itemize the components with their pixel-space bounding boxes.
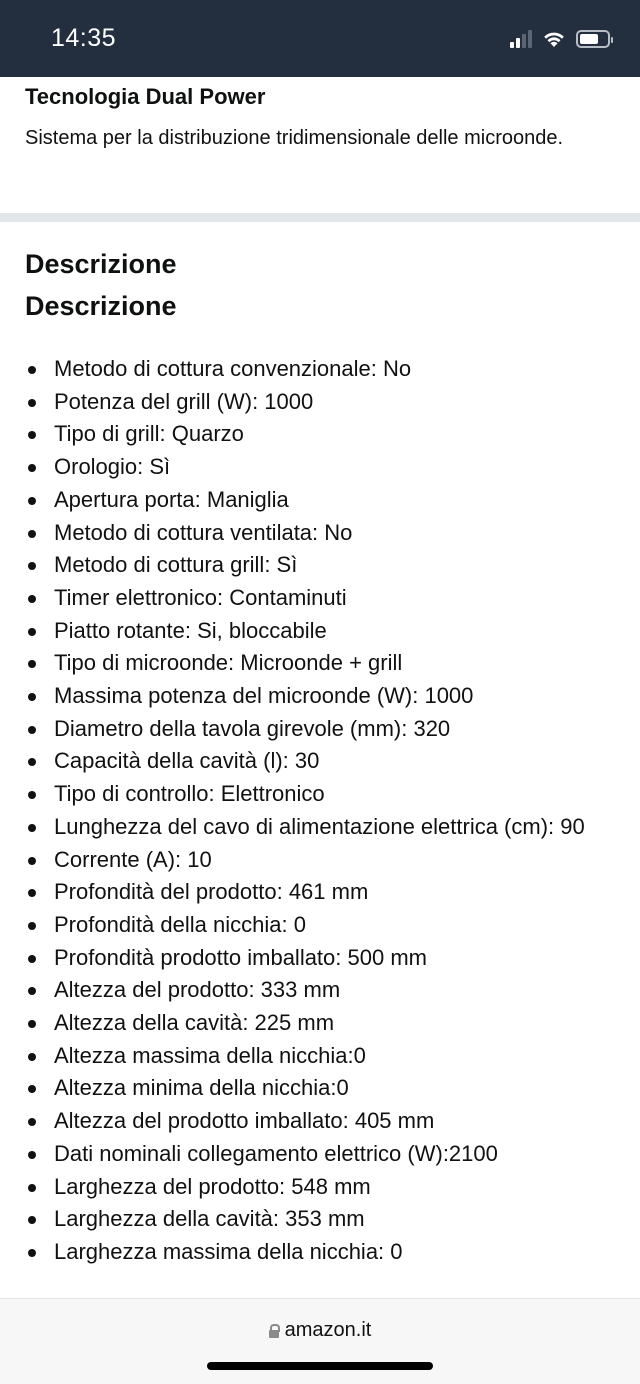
list-item: Altezza del prodotto: 333 mm xyxy=(25,974,625,1007)
list-item: Larghezza massima della nicchia: 0 xyxy=(25,1236,625,1269)
list-item: Orologio: Sì xyxy=(25,451,625,484)
list-item: Profondità prodotto imballato: 500 mm xyxy=(25,942,625,975)
list-item: Potenza del grill (W): 1000 xyxy=(25,386,625,419)
list-item: Diametro della tavola girevole (mm): 320 xyxy=(25,713,625,746)
status-icons xyxy=(510,30,610,48)
list-item: Profondità del prodotto: 461 mm xyxy=(25,876,625,909)
browser-address-bar xyxy=(0,1298,640,1384)
list-item: Altezza massima della nicchia:0 xyxy=(25,1040,625,1073)
home-indicator[interactable] xyxy=(207,1362,433,1370)
list-item: Tipo di microonde: Microonde + grill xyxy=(25,647,625,680)
list-item: Altezza minima della nicchia:0 xyxy=(25,1072,625,1105)
section-divider xyxy=(0,213,640,222)
feature-title: Tecnologia Dual Power xyxy=(25,84,266,109)
list-item: Dati nominali collegamento elettrico (W):2100 xyxy=(25,1138,625,1171)
list-item: Tipo di grill: Quarzo xyxy=(25,418,625,451)
list-item: Apertura porta: Maniglia xyxy=(25,484,625,517)
lock-icon xyxy=(269,1324,279,1338)
list-item: Capacità della cavità (l): 30 xyxy=(25,745,625,778)
list-item: Altezza del prodotto imballato: 405 mm xyxy=(25,1105,625,1138)
list-item: Massima potenza del microonde (W): 1000 xyxy=(25,680,625,713)
list-item: Piatto rotante: Si, bloccabile xyxy=(25,615,625,648)
list-item: Larghezza del prodotto: 548 mm xyxy=(25,1171,625,1204)
url-field[interactable] xyxy=(0,1319,640,1342)
list-item: Timer elettronico: Contaminuti xyxy=(25,582,625,615)
battery-icon xyxy=(576,30,610,48)
list-item: Lunghezza del cavo di alimentazione elettrica (cm): 90 xyxy=(25,811,625,844)
signal-icon xyxy=(510,30,532,48)
list-item: Metodo di cottura grill: Sì xyxy=(25,549,625,582)
list-item: Altezza della cavità: 225 mm xyxy=(25,1007,625,1040)
description-heading: Descrizione xyxy=(25,249,177,279)
status-time: 14:35 xyxy=(51,24,117,52)
url-text: amazon.it xyxy=(284,1319,372,1341)
list-item: Metodo di cottura convenzionale: No xyxy=(25,353,625,386)
list-item: Corrente (A): 10 xyxy=(25,844,625,877)
list-item: Metodo di cottura ventilata: No xyxy=(25,517,625,550)
feature-description: Sistema per la distribuzione tridimensionale delle microonde. xyxy=(25,127,564,149)
list-item: Profondità della nicchia: 0 xyxy=(25,909,625,942)
status-bar xyxy=(0,0,640,77)
spec-list xyxy=(25,353,625,1269)
list-item: Tipo di controllo: Elettronico xyxy=(25,778,625,811)
wifi-icon xyxy=(542,30,566,48)
list-item: Larghezza della cavità: 353 mm xyxy=(25,1203,625,1236)
description-subheading: Descrizione xyxy=(25,291,177,321)
